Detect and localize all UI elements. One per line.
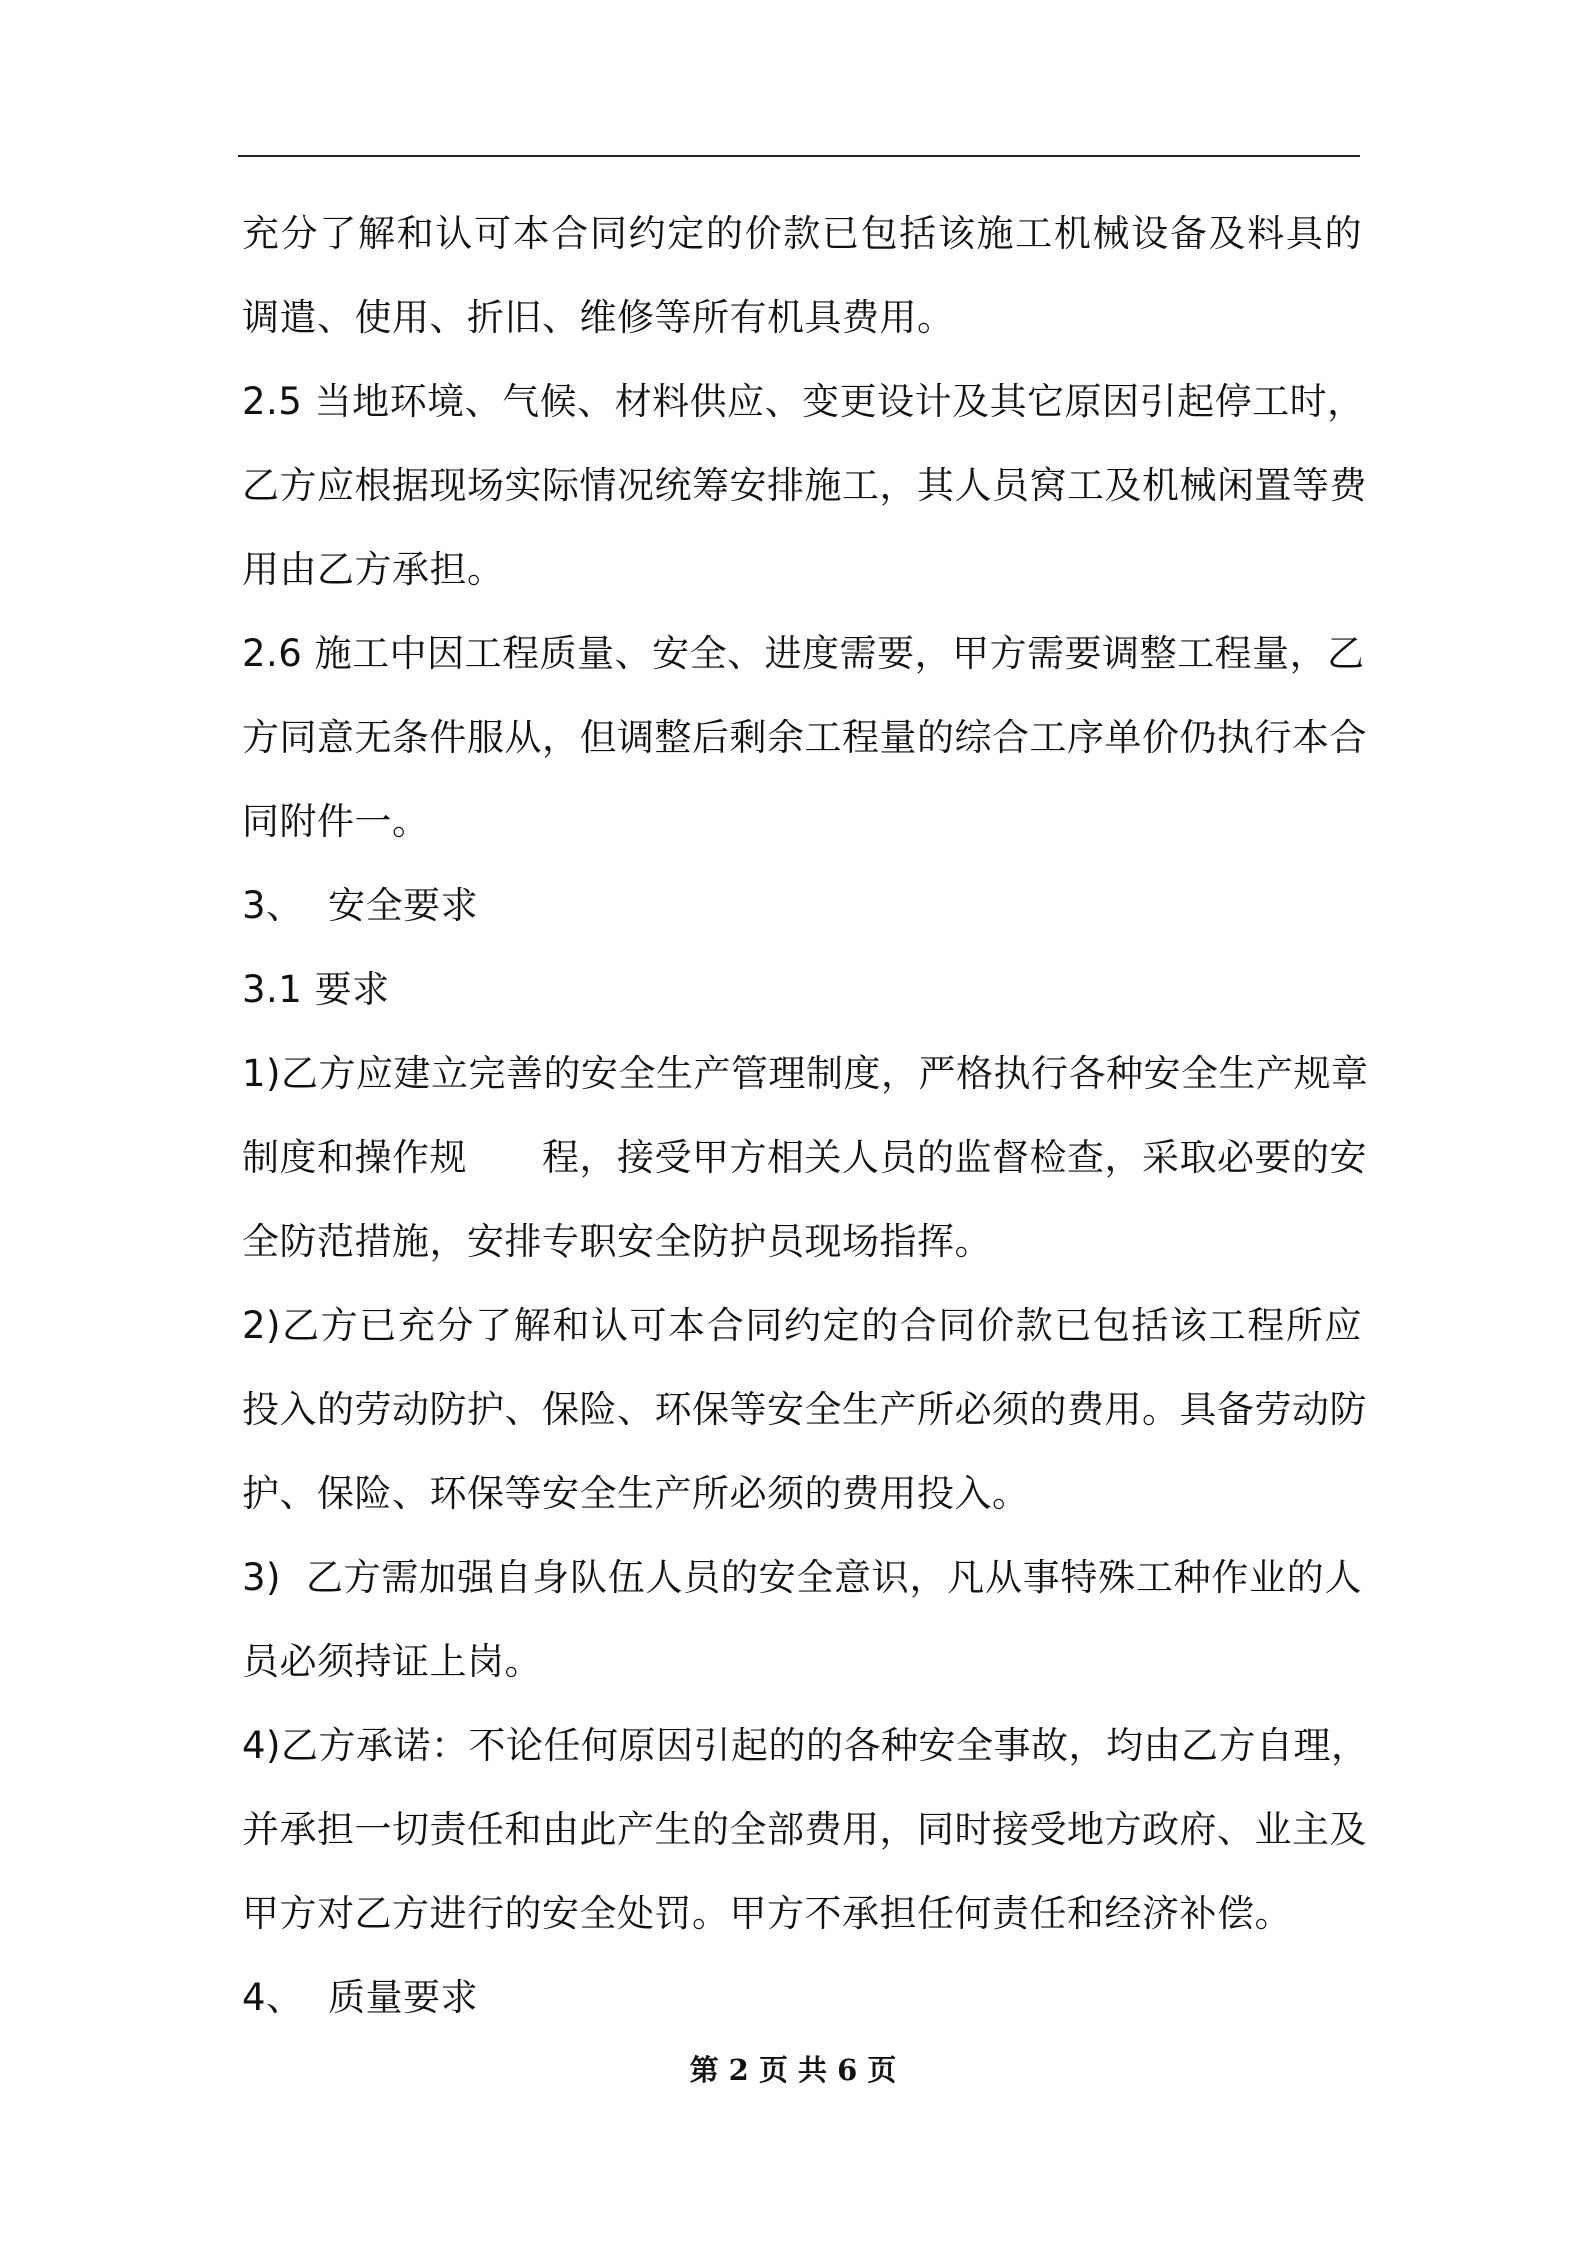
section-heading: 4、 质量要求	[242, 1976, 479, 2019]
subsection-heading: 3.1 要求	[242, 968, 390, 1011]
text-line: 同附件一。	[242, 800, 430, 843]
text-line: 2)乙方已充分了解和认可本合同约定的合同价款已包括该工程所应	[242, 1304, 1362, 1347]
text-line: 充分了解和认可本合同约定的价款已包括该施工机械设备及料具的	[242, 212, 1362, 255]
text-line: 甲方对乙方进行的安全处罚。甲方不承担任何责任和经济补偿。	[242, 1892, 1292, 1935]
text-line: 2.5 当地环境、气候、材料供应、变更设计及其它原因引起停工时，	[242, 380, 1365, 423]
section-heading: 3、 安全要求	[242, 884, 479, 927]
text-line: 制度和操作规 程，接受甲方相关人员的监督检查，采取必要的安	[242, 1136, 1367, 1179]
text-line: 2.6 施工中因工程质量、安全、进度需要，甲方需要调整工程量，乙	[242, 632, 1365, 675]
page-number: 第 2 页 共 6 页	[689, 2053, 897, 2087]
text-line: 并承担一切责任和由此产生的全部费用，同时接受地方政府、业主及	[242, 1808, 1367, 1851]
header-rule	[238, 155, 1360, 157]
text-line: 全防范措施，安排专职安全防护员现场指挥。	[242, 1220, 992, 1263]
text-line: 方同意无条件服从，但调整后剩余工程量的综合工序单价仍执行本合	[242, 716, 1367, 759]
text-line: 4)乙方承诺：不论任何原因引起的的各种安全事故，均由乙方自理，	[242, 1724, 1369, 1767]
text-line: 3) 乙方需加强自身队伍人员的安全意识，凡从事特殊工种作业的人	[242, 1556, 1362, 1599]
text-line: 投入的劳动防护、保险、环保等安全生产所必须的费用。具备劳动防	[242, 1388, 1367, 1431]
text-line: 用由乙方承担。	[242, 548, 505, 591]
document-body	[242, 192, 1369, 2040]
text-line: 护、保险、环保等安全生产所必须的费用投入。	[242, 1472, 1030, 1515]
text-line: 调遣、使用、折旧、维修等所有机具费用。	[242, 296, 955, 339]
text-line: 1)乙方应建立完善的安全生产管理制度，严格执行各种安全生产规章	[242, 1052, 1369, 1095]
text-line: 乙方应根据现场实际情况统筹安排施工，其人员窝工及机械闲置等费	[242, 464, 1367, 507]
text-line: 员必须持证上岗。	[242, 1640, 542, 1683]
